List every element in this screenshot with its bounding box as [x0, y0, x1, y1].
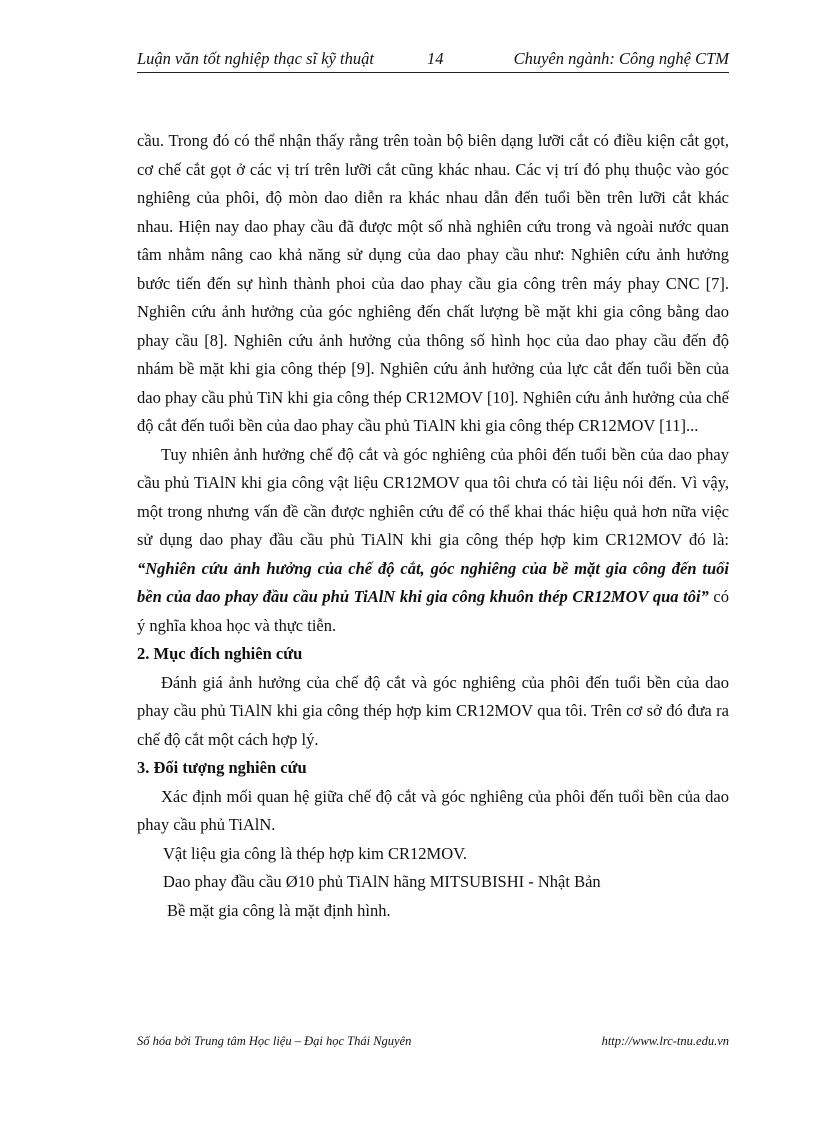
paragraph-subject: Xác định mối quan hệ giữa chế độ cắt và góc nghiêng của phôi đến tuổi bền của dao phay cầu phủ TiAlN.: [137, 786, 729, 834]
research-gap-text: Tuy nhiên ảnh hưởng chế độ cắt và góc nghiêng của phôi đến tuổi bền của dao phay cầu phủ TiAlN khi gia công vật liệu CR12MOV qua tôi chưa có tài liệu nói đến. Vì vậy, một trong nhưng vấn đề cần được nghiên cứu để có thể khai thác hiệu quả hơn nữa việc sử dụng dao phay đầu cầu phủ TiAlN khi gia công thép hợp kim CR12MOV đó là:: [137, 444, 729, 549]
footer-digitized-by: Số hóa bởi Trung tâm Học liệu – Đại học Thái Nguyên: [137, 1034, 412, 1048]
line-material: Vật liệu gia công là thép hợp kim CR12MOV.: [163, 843, 468, 863]
page-header: [137, 48, 729, 73]
header-page-number: 14: [427, 49, 444, 68]
paragraph-objective: Đánh giá ảnh hưởng của chế độ cắt và góc nghiêng của phôi đến tuổi bền của dao phay cầu phủ TiAlN khi gia công thép hợp kim CR12MOV qua tôi. Trên cơ sở đó đưa ra chế độ cắt một cách hợp lý.: [137, 672, 729, 749]
line-tool: Dao phay đầu cầu Ø10 phủ TiAlN hãng MITSUBISHI - Nhật Bản: [163, 872, 601, 891]
section-heading-subject: 3. Đối tượng nghiên cứu: [137, 758, 307, 777]
section-heading-objective: 2. Mục đích nghiên cứu: [137, 644, 303, 663]
paragraph-research-gap: [137, 441, 729, 641]
page-body: [137, 127, 729, 925]
paragraph-continuation: cầu. Trong đó có thể nhận thấy rằng trên toàn bộ biên dạng lưỡi cắt có điều kiện cắt gọt, cơ chế cắt gọt ở các vị trí trên lưỡi cắt cũng khác nhau. Các vị trí đó phụ thuộc vào góc nghiêng của phôi, độ mòn dao diễn ra khác nhau dẫn đến tuổi bền trên lưỡi cắt khác nhau. Hiện nay dao phay cầu đã được một số nhà nghiên cứu trong và ngoài nước quan tâm nhằm nâng cao khả năng sử dụng của dao phay cầu như: Nghiên cứu ảnh hưởng bước tiến đến sự hình thành phoi của dao phay cầu gia công trên máy phay CNC [7]. Nghiên cứu ảnh hưởng của góc nghiêng đến chất lượng bề mặt khi gia công bằng dao phay cầu [8]. Nghiên cứu ảnh hưởng của thông số hình học của dao phay cầu đến độ nhám bề mặt khi gia công thép [9]. Nghiên cứu ảnh hưởng của lực cắt đến tuổi bền của dao phay cầu phủ TiN khi gia công thép CR12MOV [10]. Nghiên cứu ảnh hưởng của chế độ cắt đến tuổi bền của dao phay cầu phủ TiAlN khi gia công thép CR12MOV [11]...: [137, 131, 729, 435]
research-gap-conclusion: có ý nghĩa khoa học và thực tiễn.: [137, 587, 729, 635]
header-major: Chuyên ngành: Công nghệ CTM: [513, 49, 729, 68]
page-footer: [137, 1034, 729, 1054]
footer-url: http://www.lrc-tnu.edu.vn: [601, 1034, 729, 1048]
thesis-topic-title: “Nghiên cứu ảnh hưởng của chế độ cắt, góc nghiêng của bề mặt gia công đến tuổi bền của dao phay đầu cầu phủ TiAlN khi gia công khuôn thép CR12MOV qua tôi”: [137, 558, 729, 606]
header-thesis-title: Luận văn tốt nghiệp thạc sĩ kỹ thuật: [137, 49, 374, 68]
line-surface: Bề mặt gia công là mặt định hình.: [167, 900, 391, 920]
